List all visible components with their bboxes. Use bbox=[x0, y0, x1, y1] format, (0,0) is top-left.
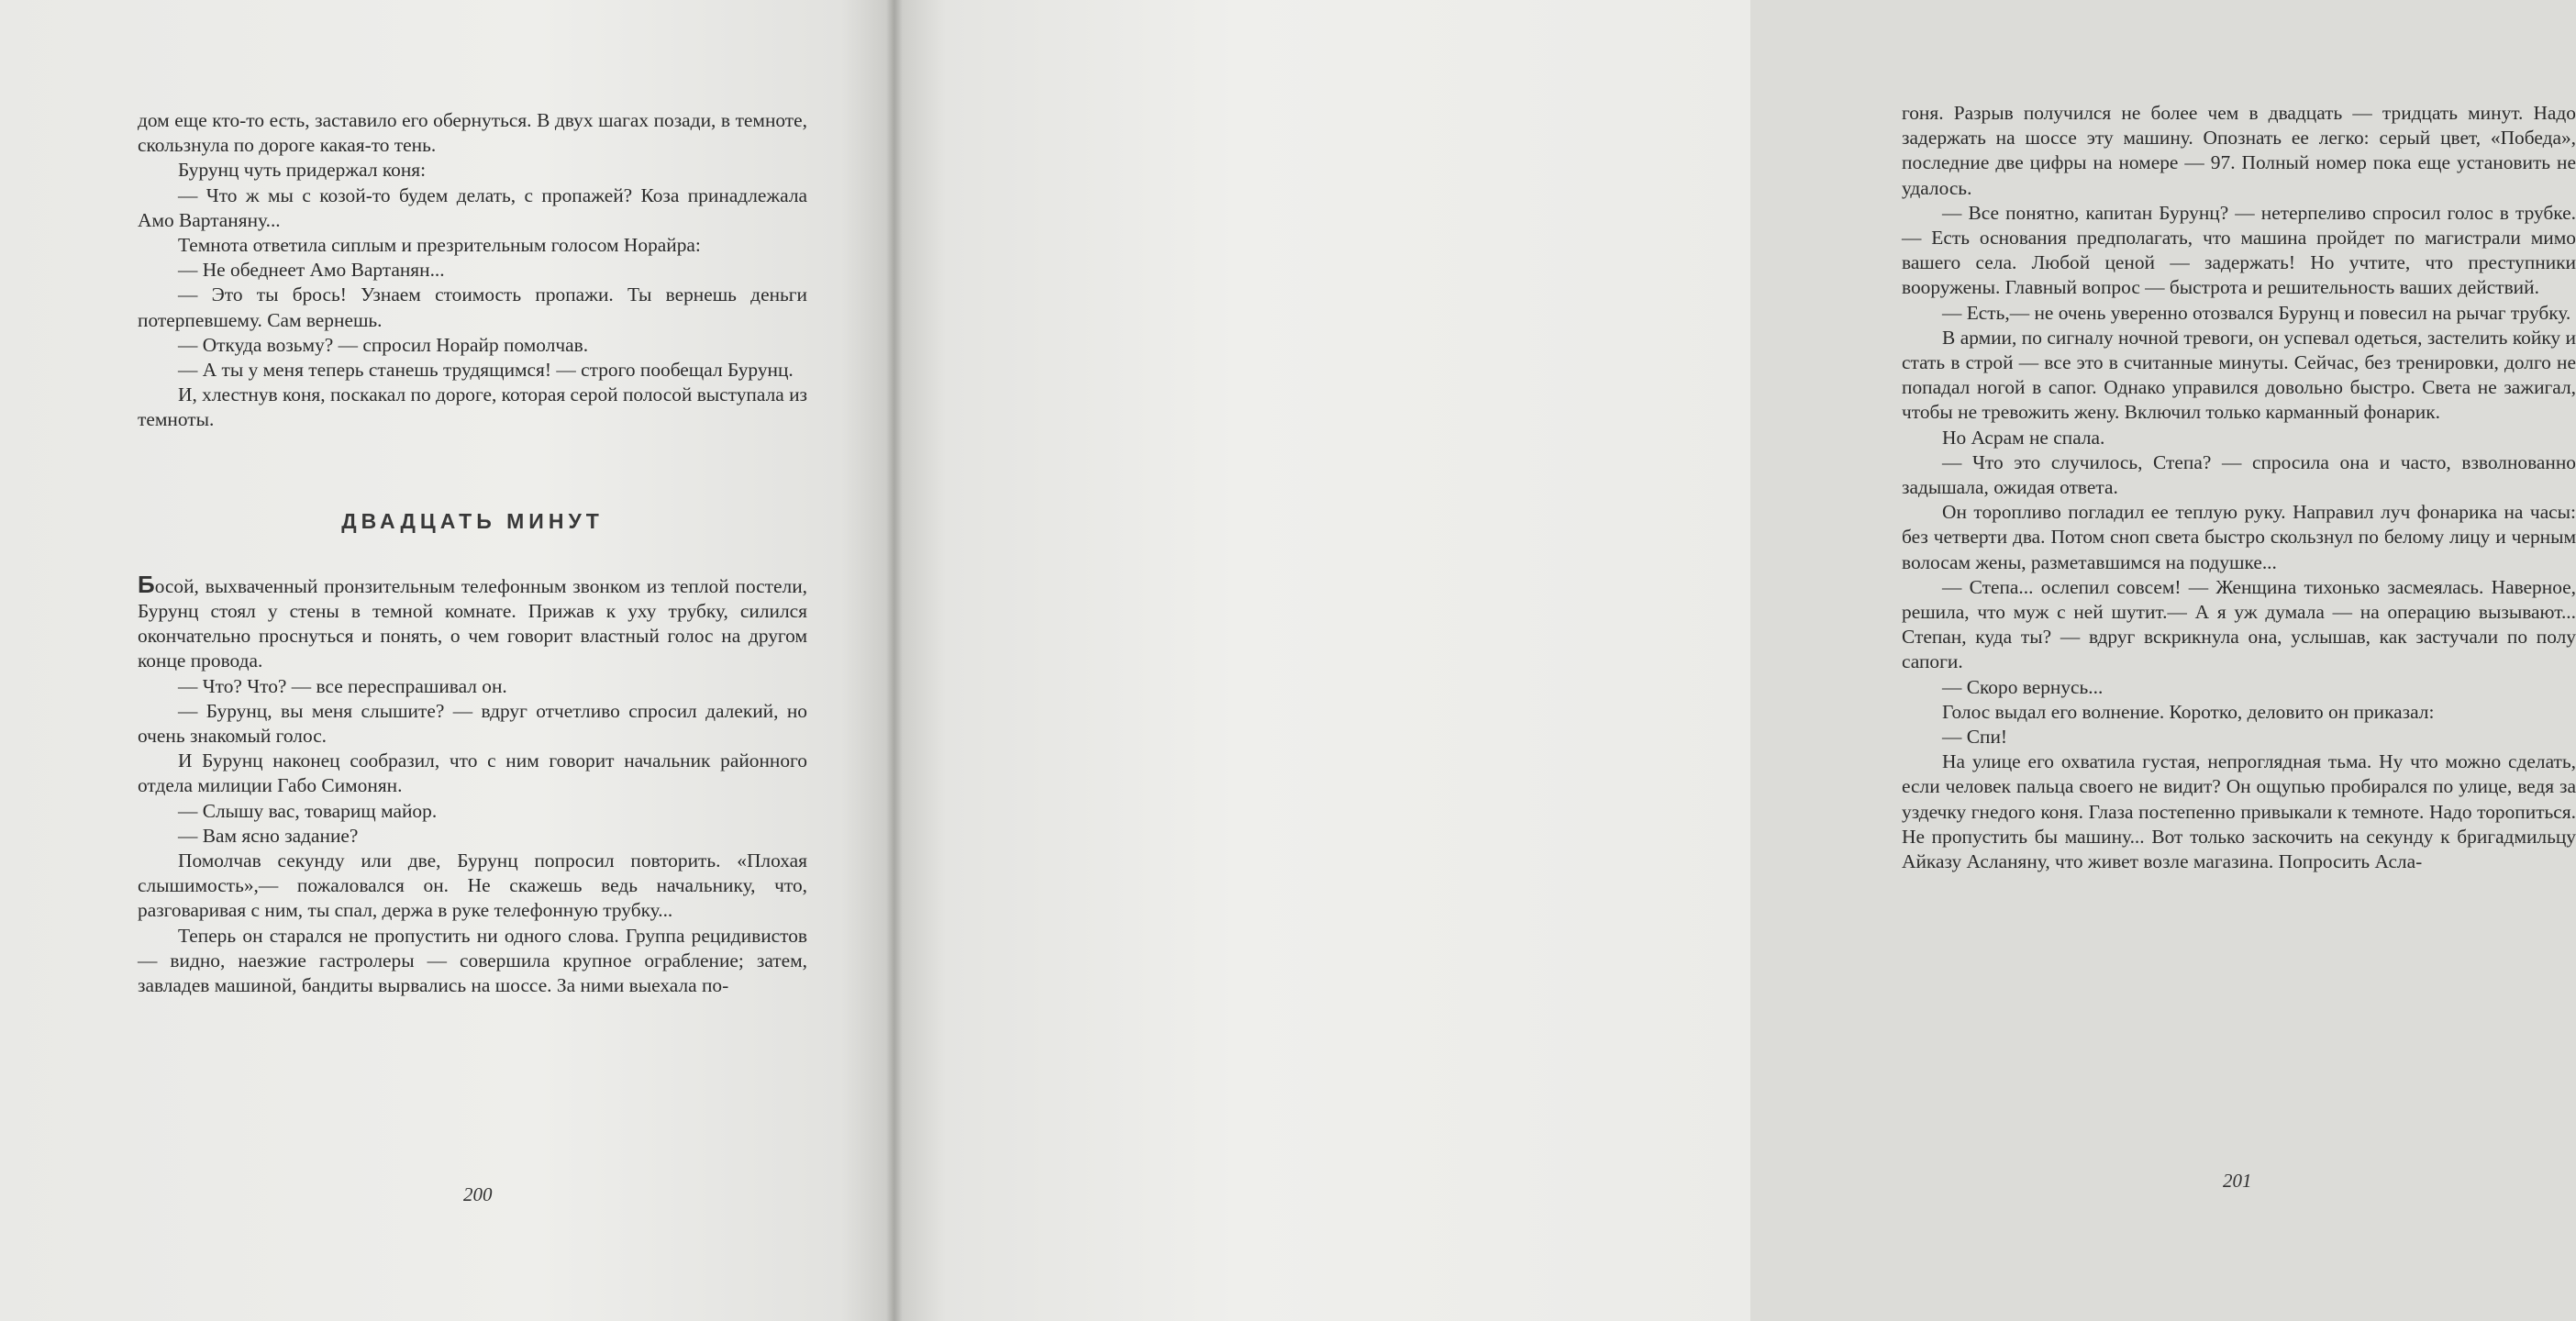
paragraph: — Что это случилось, Степа? — спросила она и часто, взволнованно задышала, ожидая ответа. bbox=[1902, 450, 2576, 499]
right-text-column bbox=[1902, 101, 2576, 874]
paragraph: — Что? Что? — все переспрашивал он. bbox=[178, 674, 507, 697]
paragraph: гоня. Разрыв получился не более чем в двадцать — тридцать минут. Надо задержать на шоссе эту машину. Опознать ее легко: серый цвет, «Победа», последние две цифры на номере — 97. Полный номер пока еще установить не удалось. bbox=[1902, 102, 2576, 199]
paragraph: — Слышу вас, товарищ майор. bbox=[178, 799, 438, 822]
paragraph: — А ты у меня теперь станешь трудящимся! — строго пообещал Бурунц. bbox=[178, 359, 794, 382]
paragraph: Бурунц чуть придержал коня: bbox=[178, 159, 427, 182]
left-continuation-text bbox=[138, 108, 807, 433]
paragraph: — Вам ясно задание? bbox=[178, 824, 359, 847]
paragraph: — Спи! bbox=[1942, 726, 2008, 749]
paragraph: Помолчав секунду или две, Бурунц попросил повторить. «Плохая слышимость»,— пожаловался он. Не скажешь ведь начальнику, что, разговаривая с ним, ты спал, держа в руке телефонную трубку... bbox=[138, 849, 807, 922]
paragraph: — Скоро вернусь... bbox=[1942, 675, 2104, 698]
page-number-right: 201 bbox=[2223, 1170, 2252, 1192]
right-page bbox=[894, 0, 2576, 1321]
page-number-left: 200 bbox=[463, 1183, 493, 1205]
left-page bbox=[0, 0, 894, 1321]
drop-cap: Б bbox=[138, 570, 155, 598]
paragraph: — Не обеднеет Амо Вартанян... bbox=[178, 259, 445, 282]
book-gutter bbox=[886, 0, 903, 1321]
paragraph: — Есть,— не очень уверенно отозвался Бурунц и повесил на рычаг трубку. bbox=[1942, 301, 2571, 324]
paragraph: — Степа... ослепил совсем! — Женщина тихонько засмеялась. Наверное, решила, что муж с ней шутит.— А я уж думала — на операцию вызывают... Степан, куда ты? — вдруг вскрикнула она, услышав, как застучали по полу сапоги. bbox=[1902, 575, 2576, 673]
left-text-column bbox=[138, 108, 807, 998]
right-text bbox=[1902, 101, 2576, 874]
paragraph: На улице его охватила густая, непроглядная тьма. Ну что можно сделать, если человек пальца своего не видит? Он ощупью пробирался по улице, ведя за уздечку гнедого коня. Глаза постепенно привыкали к темноте. Надо торопиться. Не пропустить бы машину... Вот только заскочить на секунду к бригадмильцу Айказу Асланяну, что живет возле магазина. Попросить Асла- bbox=[1902, 750, 2576, 873]
chapter-text bbox=[138, 674, 807, 999]
paragraph: — Что ж мы с козой-то будем делать, с пропажей? Коза принадлежала Амо Вартаняну... bbox=[138, 183, 807, 231]
paragraph: И, хлестнув коня, поскакал по дороге, которая серой полосой выступала из темноты. bbox=[138, 383, 807, 431]
paragraph: дом еще кто-то есть, заставило его обернуться. В двух шагах позади, в темноте, скользнула по дороге какая-то тень. bbox=[138, 109, 807, 157]
paragraph: Но Асрам не спала. bbox=[1942, 426, 2105, 449]
paragraph: Теперь он старался не пропустить ни одного слова. Группа рецидивистов — видно, наезжие гастролеры — совершила крупное ограбление; затем, завладев машиной, бандиты вырвались на шоссе. За ними выехала по- bbox=[138, 924, 807, 997]
paragraph: — Все понятно, капитан Бурунц? — нетерпеливо спросил голос в трубке.— Есть основания предполагать, что машина пройдет по магистрали мимо вашего села. Любой ценой — задержать! Но учтите, что преступники вооружены. Главный вопрос — быстрота и решительность ваших действий. bbox=[1902, 201, 2576, 299]
chapter-first-paragraph bbox=[138, 572, 807, 674]
paragraph: Голос выдал его волнение. Коротко, деловито он приказал: bbox=[1942, 700, 2435, 723]
paragraph: — Бурунц, вы меня слышите? — вдруг отчетливо спросил далекий, но очень знакомый голос. bbox=[138, 699, 807, 748]
paragraph: — Откуда возьму? — спросил Норайр помолчав. bbox=[178, 333, 589, 356]
paragraph: Он торопливо погладил ее теплую руку. Направил луч фонарика на часы: без четверти два. Потом сноп света быстро скользнул по белому лицу и черным волосам жены, разметавшимся на подушке... bbox=[1902, 501, 2576, 573]
paragraph: — Это ты брось! Узнаем стоимость пропажи. Ты вернешь деньги потерпевшему. Сам вернешь. bbox=[138, 283, 807, 331]
paragraph: И Бурунц наконец сообразил, что с ним говорит начальник районного отдела милиции Габо Симонян. bbox=[138, 749, 807, 797]
paragraph: В армии, по сигналу ночной тревоги, он успевал одеться, застелить койку и стать в строй — все это в считанные минуты. Сейчас, без тренировки, долго не попадал ногой в сапог. Однако управился довольно быстро. Света не зажигал, чтобы не тревожить жену. Включил только карманный фонарик. bbox=[1902, 326, 2576, 424]
chapter-title: ДВАДЦАТЬ МИНУТ bbox=[341, 508, 604, 533]
paragraph: Темнота ответила сиплым и презрительным голосом Норайра: bbox=[178, 234, 701, 257]
paragraph-text: осой, выхваченный пронзительным телефонным звонком из теплой постели, Бурунц стоял у стены в темной комнате. Прижав к уху трубку, силился окончательно проснуться и понять, о чем говорит властный голос на другом конце провода. bbox=[138, 574, 807, 672]
